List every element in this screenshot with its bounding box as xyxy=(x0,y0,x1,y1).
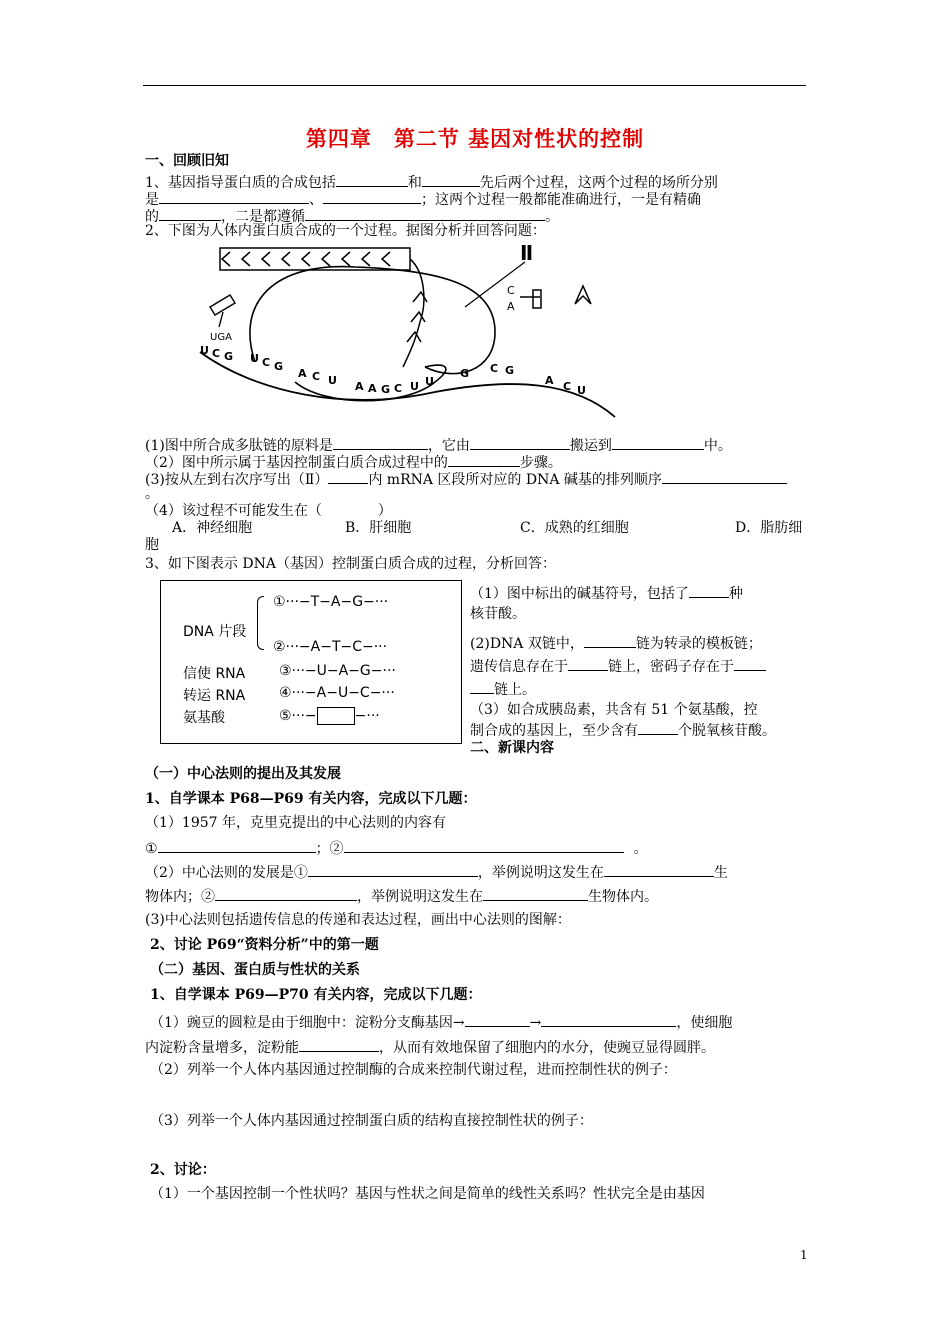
dna-table-box xyxy=(160,580,462,744)
svg-text:G: G xyxy=(224,350,234,363)
mrna-label: 信使 RNA xyxy=(183,666,246,682)
sub2-p2: （2）列举一个人体内基因通过控制酶的合成来控制代谢过程，进而控制性状的例子： xyxy=(150,1062,677,1078)
svg-text:C: C xyxy=(394,382,403,395)
dna-strand-2: ②···−A−T−C−··· xyxy=(273,639,388,655)
left-trna xyxy=(210,295,235,343)
translation-diagram xyxy=(195,242,625,422)
q2-part3: (3)按从左到右次序写出（Ⅱ） 内 mRNA 区段所对应的 DNA 碱基的排列顺序 xyxy=(145,469,787,489)
svg-text:U: U xyxy=(250,352,259,365)
sub2-heading: （二）基因、蛋白质与性状的关系 xyxy=(150,962,360,978)
section-heading-review: 一、回顾旧知 xyxy=(145,153,229,169)
q2-option-d-cont: 胞 xyxy=(145,537,159,553)
page-title: 第四章 第二节 基因对性状的控制 xyxy=(305,126,645,151)
q2-option-d: D．脂肪细 xyxy=(735,520,803,536)
q3-a2-cont: 遗传信息存在于 链上，密码子存在于 xyxy=(470,656,766,676)
sub2-p1-cont: 内淀粉含量增多，淀粉能 ，从而有效地保留了细胞内的水分，使豌豆显得圆胖。 xyxy=(145,1037,715,1057)
trna-row: ④···−A−U−C−··· xyxy=(279,685,395,701)
svg-text:C: C xyxy=(507,284,515,297)
sub1-heading: （一）中心法则的提出及其发展 xyxy=(145,766,341,782)
dna-label: DNA 片段 xyxy=(183,624,247,640)
svg-text:C: C xyxy=(490,362,499,375)
amino-acid-label: 氨基酸 xyxy=(183,710,225,726)
q2-part4: （4）该过程不可能发生在（ ） xyxy=(145,503,392,519)
svg-text:A: A xyxy=(545,374,554,387)
dna-strand-1: ①···−T−A−G−··· xyxy=(273,594,389,610)
svg-text:U: U xyxy=(328,374,337,387)
header-rule xyxy=(143,85,806,86)
svg-text:UGA: UGA xyxy=(210,332,232,343)
svg-text:G: G xyxy=(274,360,284,373)
svg-text:C: C xyxy=(262,356,271,369)
q3-a3-cont: 制合成的基因上，至少含有 个脱氧核苷酸。 xyxy=(470,720,776,740)
svg-text:A: A xyxy=(368,382,377,395)
mrna-row: ③···−U−A−G−··· xyxy=(279,663,396,679)
sub2-p1: （1）豌豆的圆粒是由于细胞中：淀粉分支酶基因→ → ，使细胞 xyxy=(150,1012,732,1032)
q1-line2: 是 、 ；这两个过程一般都能准确进行，一是有精确 xyxy=(145,189,701,209)
q1-line1: 1、基因指导蛋白质的合成包括 和 先后两个过程，这两个过程的场所分别 xyxy=(145,172,718,192)
q3-a1: （1）图中标出的碱基符号，包括了 种 xyxy=(470,583,743,603)
svg-text:A: A xyxy=(355,380,364,393)
q2-part2: （2）图中所示属于基因控制蛋白质合成过程中的 步骤。 xyxy=(145,452,562,472)
sub2-q2-p1: （1）一个基因控制一个性状吗？基因与性状之间是简单的线性关系吗？性状完全是由基因 xyxy=(150,1186,705,1202)
svg-text:U: U xyxy=(410,380,419,393)
sub2-q2: 2、讨论： xyxy=(150,1162,216,1178)
sub1-q1: 1、自学课本 P68—P69 有关内容，完成以下几题： xyxy=(145,791,477,807)
ribosome-outline xyxy=(250,267,495,374)
q2-part1: (1)图中所合成多肽链的原料是 ，它由 搬运到 中。 xyxy=(145,435,732,455)
q2-option-b: B．肝细胞 xyxy=(345,520,412,536)
dna-brace xyxy=(257,596,264,650)
svg-text:G: G xyxy=(381,383,391,396)
q2-option-c: C．成熟的红细胞 xyxy=(520,520,629,536)
section-heading-new: 二、新课内容 xyxy=(470,740,554,756)
q2-part3-end: 。 xyxy=(145,486,159,502)
q3-a2: (2)DNA 双链中， 链为转录的模板链； xyxy=(470,633,762,653)
page-number: 1 xyxy=(800,1248,808,1262)
sub2-p3: （3）列举一个人体内基因通过控制蛋白质的结构直接控制性状的例子： xyxy=(150,1113,593,1129)
sub1-p3: (3)中心法则包括遗传信息的传递和表达过程，画出中心法则的图解： xyxy=(145,912,571,928)
svg-text:C: C xyxy=(563,380,572,393)
trna-label: 转运 RNA xyxy=(183,688,246,704)
svg-text:U: U xyxy=(577,384,586,397)
sub1-p1: （1）1957 年，克里克提出的中心法则的内容有 xyxy=(145,815,446,831)
sub2-q1: 1、自学课本 P69—P70 有关内容，完成以下几题： xyxy=(150,987,482,1003)
q2-option-a: A．神经细胞 xyxy=(172,520,253,536)
sub1-p2: （2）中心法则的发展是① ，举例说明这发生在 生 xyxy=(145,862,728,882)
sub1-p1-blanks: ① ；② 。 xyxy=(145,838,648,858)
svg-text:C: C xyxy=(312,370,321,383)
svg-text:U: U xyxy=(200,344,209,357)
sub1-p2-cont: 物体内；② ，举例说明这发生在 生物体内。 xyxy=(145,886,658,906)
sub1-q2: 2、讨论 P69“资料分析”中的第一题 xyxy=(150,937,379,953)
svg-text:U: U xyxy=(425,375,434,388)
svg-text:A: A xyxy=(507,300,515,313)
roman-two-label: Ⅱ xyxy=(520,242,534,265)
q3-a2-end: 链上。 xyxy=(470,679,536,699)
svg-text:G: G xyxy=(460,367,470,380)
q3-intro: 3、如下图表示 DNA（基因）控制蛋白质合成的过程，分析回答： xyxy=(145,556,556,572)
svg-text:G: G xyxy=(505,364,515,377)
svg-text:A: A xyxy=(298,367,307,380)
amino-acid-row: ⑤···− −··· xyxy=(279,708,380,724)
q3-a1-cont: 核苷酸。 xyxy=(470,606,526,622)
q1-line3: 的 ，二是都遵循 。 xyxy=(145,206,559,226)
q3-a3: （3）如合成胰岛素，共含有 51 个氨基酸，控 xyxy=(470,702,758,718)
q2-intro: 2、下图为人体内蛋白质合成的一个过程。据图分析并回答问题： xyxy=(145,223,546,239)
mrna-bases xyxy=(200,344,586,397)
svg-text:C: C xyxy=(212,347,221,360)
free-trna xyxy=(507,284,591,313)
